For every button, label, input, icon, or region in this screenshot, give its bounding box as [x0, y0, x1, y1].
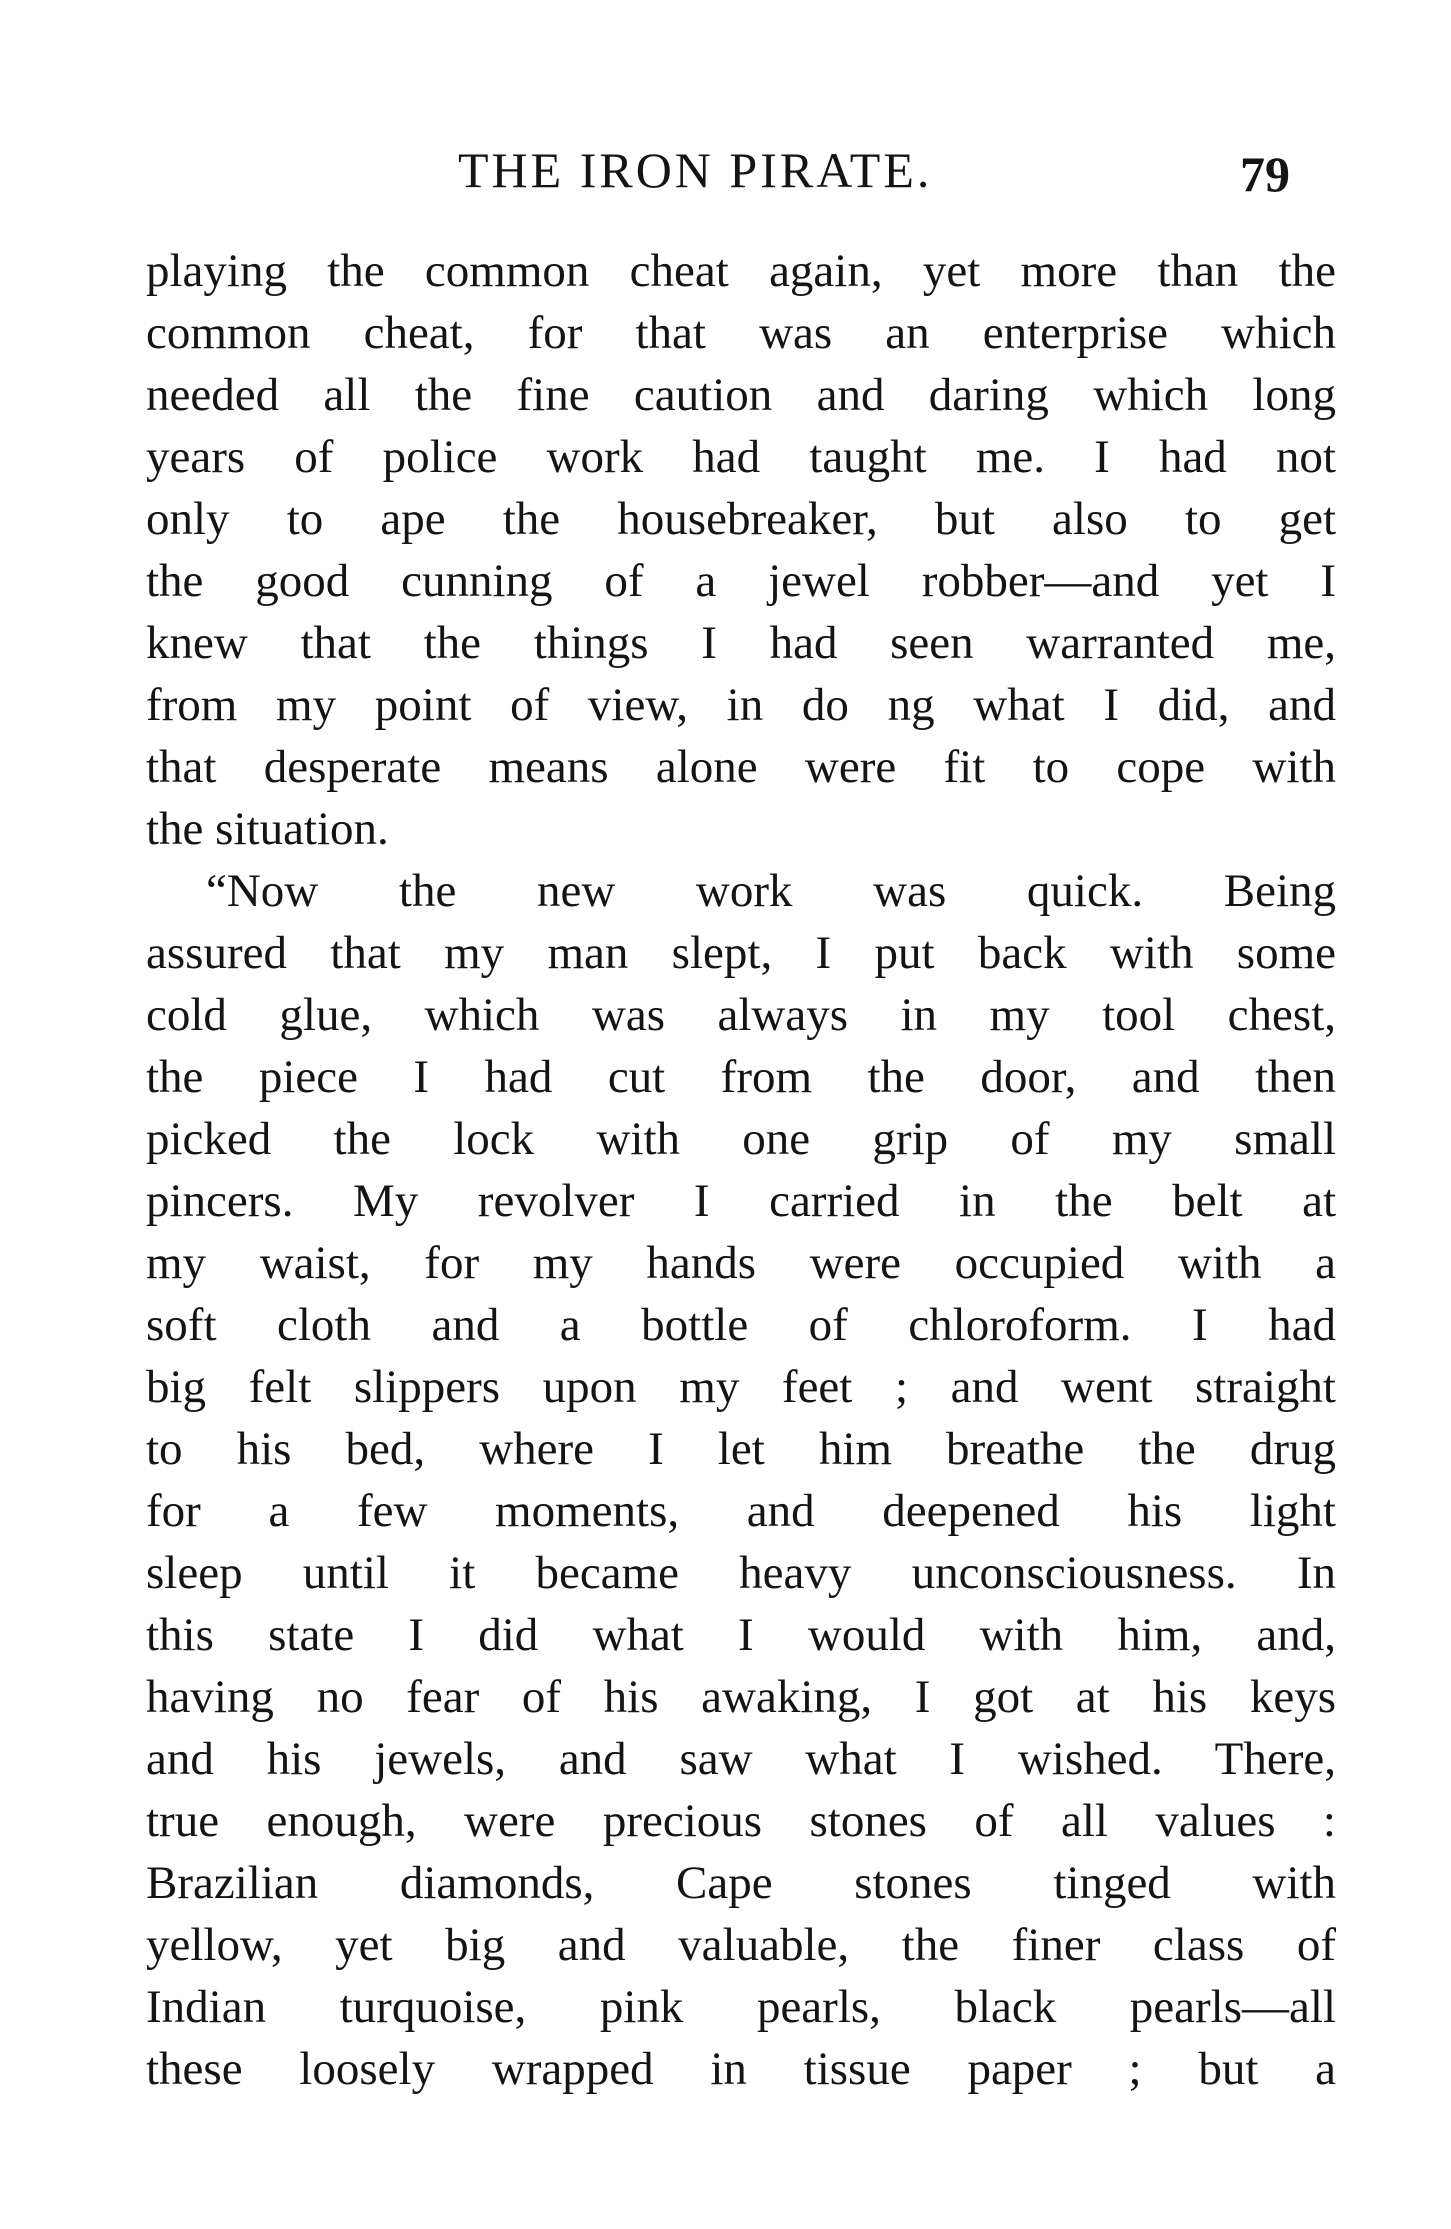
text-line: sleep until it became heavy unconsciousness. In: [146, 1547, 1336, 1599]
text-line: playing the common cheat again, yet more than the: [146, 245, 1336, 297]
text-line: from my point of view, in do ng what I did, and: [146, 679, 1336, 731]
running-head: [0, 138, 1451, 202]
text-line: to his bed, where I let him breathe the drug: [146, 1423, 1336, 1475]
text-line: having no fear of his awaking, I got at his keys: [146, 1671, 1336, 1723]
text-line: for a few moments, and deepened his light: [146, 1485, 1336, 1537]
text-line: knew that the things I had seen warranted me,: [146, 617, 1336, 669]
text-line: years of police work had taught me. I had not: [146, 431, 1336, 483]
text-line: only to ape the housebreaker, but also to get: [146, 493, 1336, 545]
text-line: the piece I had cut from the door, and then: [146, 1051, 1336, 1103]
paragraph-start-line: “Now the new work was quick. Being: [206, 865, 1336, 917]
text-line: common cheat, for that was an enterprise which: [146, 307, 1336, 359]
text-line: that desperate means alone were fit to cope with: [146, 741, 1336, 793]
text-line: assured that my man slept, I put back with some: [146, 927, 1336, 979]
text-line: big felt slippers upon my feet ; and went straight: [146, 1361, 1336, 1413]
text-line: needed all the fine caution and daring which long: [146, 369, 1336, 421]
text-line: picked the lock with one grip of my small: [146, 1113, 1336, 1165]
text-line: pincers. My revolver I carried in the belt at: [146, 1175, 1336, 1227]
text-line: Brazilian diamonds, Cape stones tinged with: [146, 1857, 1336, 1909]
text-line: my waist, for my hands were occupied with a: [146, 1237, 1336, 1289]
page-number: 79: [1240, 146, 1290, 202]
text-line: these loosely wrapped in tissue paper ; but a: [146, 2043, 1336, 2095]
text-line: soft cloth and a bottle of chloroform. I had: [146, 1299, 1336, 1351]
running-title: THE IRON PIRATE.: [458, 142, 933, 198]
text-line: yellow, yet big and valuable, the finer class of: [146, 1919, 1336, 1971]
text-line: the good cunning of a jewel robber—and yet I: [146, 555, 1336, 607]
body-text: [146, 240, 1336, 2100]
paragraph-end-line: the situation.: [146, 803, 389, 855]
text-line: cold glue, which was always in my tool chest,: [146, 989, 1336, 1041]
text-line: Indian turquoise, pink pearls, black pearls—all: [146, 1981, 1336, 2033]
text-line: true enough, were precious stones of all values :: [146, 1795, 1336, 1847]
text-line: this state I did what I would with him, and,: [146, 1609, 1336, 1661]
text-line: and his jewels, and saw what I wished. There,: [146, 1733, 1336, 1785]
